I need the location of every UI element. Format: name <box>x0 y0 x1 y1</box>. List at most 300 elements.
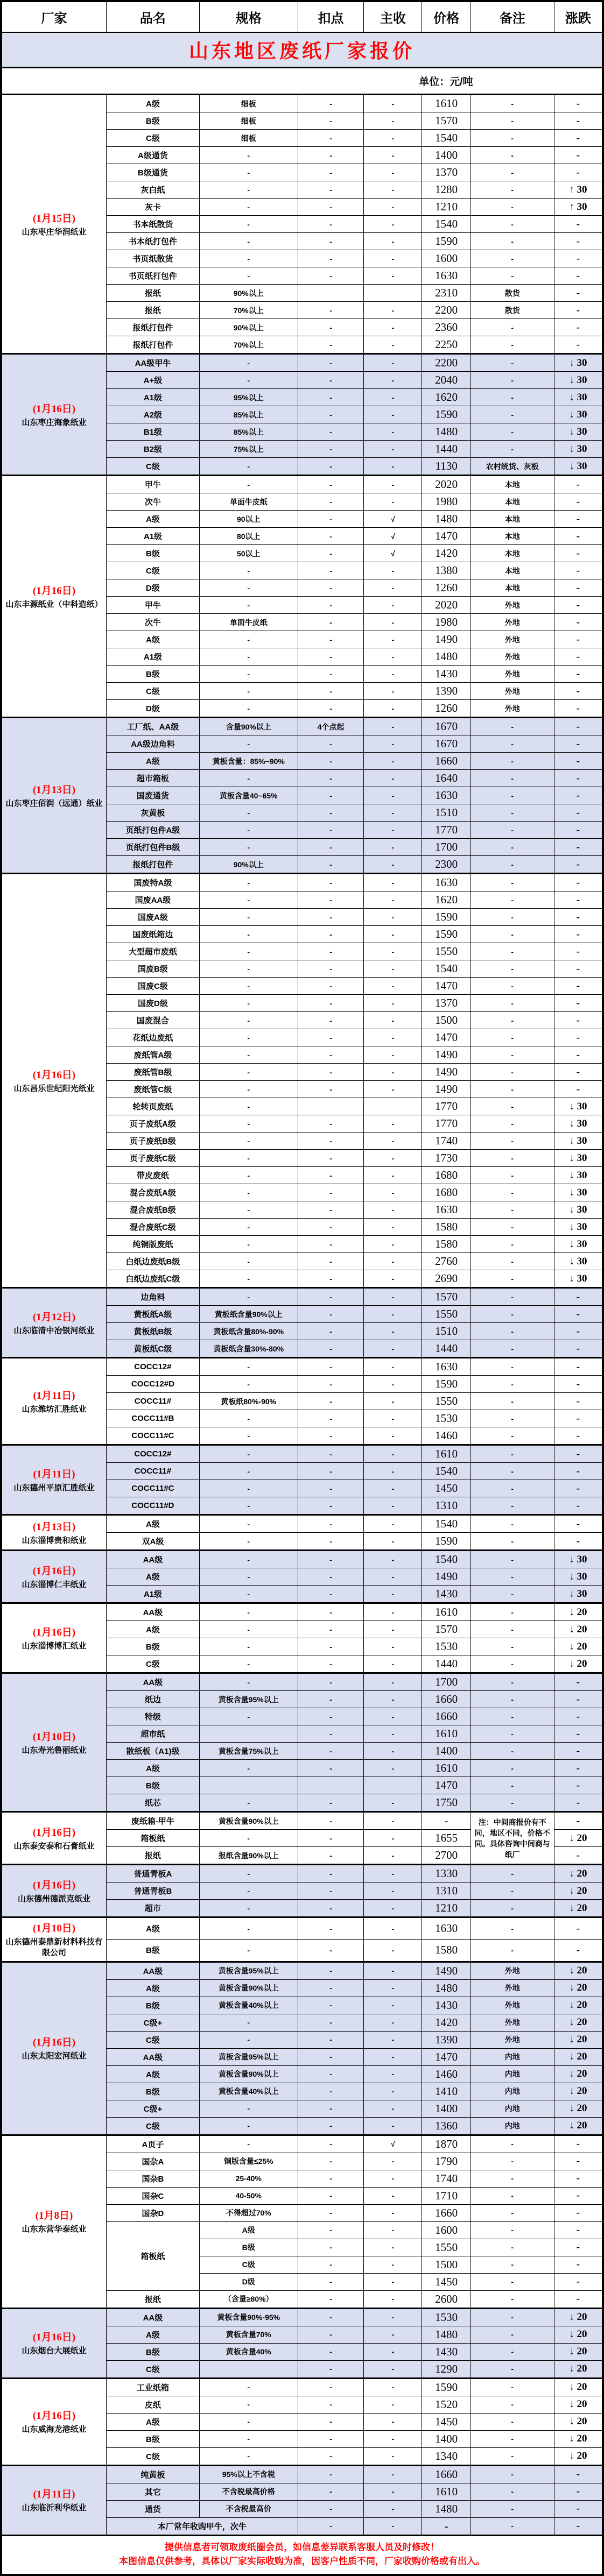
note-cell: - <box>470 164 554 181</box>
price-cell: 1570 <box>422 112 470 130</box>
deduction-cell: - <box>298 2500 364 2517</box>
note-cell: - <box>470 1167 554 1184</box>
spec-cell: 黄板含量95%以上 <box>199 1962 298 1979</box>
spec-cell: - <box>199 216 298 233</box>
change-cell: ↓ 20 <box>554 2378 602 2396</box>
price-cell: 1600 <box>422 2221 470 2239</box>
note-cell: - <box>470 1497 554 1515</box>
deduction-cell: - <box>298 1830 364 1847</box>
price-cell: 1340 <box>422 2447 470 2465</box>
product-cell: AA级 <box>107 1551 200 1568</box>
product-cell: 箱板纸 <box>107 1830 200 1847</box>
spec-cell: - <box>199 2430 298 2447</box>
price-cell: 1870 <box>422 2135 470 2153</box>
price-cell: 1540 <box>422 216 470 233</box>
accept-cell: - <box>364 1962 422 1979</box>
spec-cell: - <box>199 2117 298 2135</box>
deduction-cell: - <box>298 1997 364 2014</box>
deduction-cell: - <box>298 2517 364 2535</box>
price-cell: 1490 <box>422 1046 470 1064</box>
spec-cell: 25-40% <box>199 2170 298 2187</box>
product-cell: 废纸管A级 <box>107 1046 200 1064</box>
product-cell: 黄板纸C级 <box>107 1340 200 1358</box>
price-cell: 1580 <box>422 1236 470 1253</box>
change-cell: ↓ 20 <box>554 1997 602 2014</box>
spec-cell: - <box>199 891 298 909</box>
deduction-cell: - <box>298 2014 364 2031</box>
deduction-cell: - <box>298 2465 364 2483</box>
deduction-cell: - <box>298 1603 364 1621</box>
factory-name: 山东昌乐世纪阳光纸业 <box>13 1084 95 1093</box>
price-cell: 1370 <box>422 164 470 181</box>
deduction-cell: - <box>298 1184 364 1201</box>
change-cell: - <box>554 943 602 960</box>
spec-cell: 80以上 <box>199 528 298 545</box>
spec-cell: - <box>199 267 298 285</box>
product-cell: B级 <box>107 545 200 562</box>
column-header-product: 品名 <box>107 2 200 33</box>
product-cell: 页纸打包件A级 <box>107 822 200 839</box>
note-cell: - <box>470 1794 554 1812</box>
change-cell: - <box>554 839 602 856</box>
change-cell: ↓ 30 <box>554 1150 602 1167</box>
note-cell: - <box>470 1288 554 1306</box>
price-cell: 1570 <box>422 1621 470 1638</box>
price-cell: 1490 <box>422 1568 470 1586</box>
product-cell: B2级 <box>107 441 200 458</box>
price-cell: 1260 <box>422 579 470 597</box>
spec-cell: - <box>199 1900 298 1917</box>
change-cell: - <box>554 1323 602 1340</box>
product-cell: COCC12#D <box>107 1376 200 1393</box>
accept-cell: - <box>364 130 422 147</box>
note-cell: - <box>470 960 554 978</box>
factory-cell <box>2 1515 107 1551</box>
product-cell: 报纸 <box>107 1847 200 1865</box>
spec-cell: D级 <box>199 2273 298 2290</box>
table-row <box>2 1551 602 1568</box>
product-cell: AA级甲牛 <box>107 354 200 372</box>
spec-cell: - <box>199 579 298 597</box>
change-cell: - <box>554 511 602 528</box>
accept-cell: - <box>364 909 422 926</box>
price-cell: 1430 <box>422 2343 470 2360</box>
accept-cell: - <box>364 1219 422 1236</box>
change-cell: - <box>554 302 602 319</box>
accept-cell: - <box>364 1167 422 1184</box>
note-cell: 外地 <box>470 648 554 666</box>
product-cell: A页子 <box>107 2135 200 2153</box>
accept-cell: - <box>364 199 422 216</box>
product-cell: B级 <box>107 2343 200 2360</box>
deduction-cell: - <box>298 2483 364 2500</box>
deduction-cell: - <box>298 2065 364 2083</box>
accept-cell: √ <box>364 2135 422 2153</box>
column-header-change: 涨跌 <box>554 2 602 33</box>
product-cell: COCC12# <box>107 1445 200 1463</box>
note-cell: - <box>470 718 554 735</box>
deduction-cell: - <box>298 389 364 406</box>
product-cell: C级 <box>107 458 200 476</box>
spec-cell: - <box>199 1201 298 1219</box>
change-cell: - <box>554 909 602 926</box>
price-cell: 1680 <box>422 1184 470 1201</box>
change-cell: - <box>554 1463 602 1480</box>
product-cell: 废纸箱-甲牛 <box>107 1812 200 1830</box>
change-cell: - <box>554 614 602 631</box>
change-cell: ↓ 20 <box>554 1830 602 1847</box>
spec-cell: - <box>199 2378 298 2396</box>
price-cell: 1470 <box>422 978 470 995</box>
spec-cell: - <box>199 1568 298 1586</box>
spec-cell: A级 <box>199 2221 298 2239</box>
factory-date: (1月10日) <box>32 1923 76 1934</box>
note-cell: 外地 <box>470 700 554 718</box>
spec-cell: 不得超过70% <box>199 2204 298 2221</box>
product-cell: 白纸边废纸C级 <box>107 1270 200 1288</box>
factory-name: 山东临清中冶银河纸业 <box>13 1326 95 1335</box>
spec-cell: 黄板含量95%以上 <box>199 1691 298 1708</box>
change-cell: ↓ 30 <box>554 1253 602 1270</box>
change-cell: - <box>554 631 602 648</box>
accept-cell: - <box>364 787 422 804</box>
deduction-cell: - <box>298 423 364 441</box>
deduction-cell: - <box>298 1480 364 1497</box>
product-cell: D级 <box>107 579 200 597</box>
factory-cell <box>2 2135 107 2308</box>
price-cell: 1460 <box>422 2065 470 2083</box>
table-row <box>2 1603 602 1621</box>
product-cell: AA级 <box>107 1673 200 1691</box>
deduction-cell: - <box>298 839 364 856</box>
price-cell: 1670 <box>422 735 470 753</box>
price-cell: 1490 <box>422 1081 470 1098</box>
deduction-cell: - <box>298 1253 364 1270</box>
price-cell: 1620 <box>422 389 470 406</box>
accept-cell: - <box>364 95 422 112</box>
product-cell: C级+ <box>107 2100 200 2117</box>
price-cell: 1980 <box>422 614 470 631</box>
table-header <box>2 2 602 33</box>
spec-cell: 85%以上 <box>199 406 298 423</box>
note-cell: - <box>470 839 554 856</box>
spec-cell: - <box>199 1098 298 1115</box>
factory-name: 山东淄博博汇纸业 <box>22 1641 87 1651</box>
price-cell: 1480 <box>422 511 470 528</box>
price-cell: 1580 <box>422 1219 470 1236</box>
spec-cell: - <box>199 1167 298 1184</box>
price-cell: 1740 <box>422 2170 470 2187</box>
accept-cell: - <box>364 822 422 839</box>
deduction-cell: - <box>298 1133 364 1150</box>
price-cell: 1470 <box>422 1029 470 1046</box>
deduction-cell: - <box>298 1515 364 1533</box>
change-cell: ↑ 30 <box>554 199 602 216</box>
product-cell: A2级 <box>107 406 200 423</box>
accept-cell: - <box>364 1393 422 1410</box>
change-cell: ↓ 30 <box>554 423 602 441</box>
product-cell: A1级 <box>107 389 200 406</box>
column-header-note: 备注 <box>470 2 554 33</box>
spec-cell: - <box>199 648 298 666</box>
product-cell: 书页纸打包件 <box>107 267 200 285</box>
spec-cell: - <box>199 1236 298 1253</box>
deduction-cell: - <box>298 1900 364 1917</box>
product-cell: C级 <box>107 1655 200 1673</box>
product-cell: 国废AA级 <box>107 891 200 909</box>
product-cell: AA级 <box>107 2308 200 2326</box>
product-cell: B级 <box>107 666 200 683</box>
change-cell: ↓ 20 <box>554 2396 602 2413</box>
deduction-cell: - <box>298 372 364 389</box>
price-cell: 1470 <box>422 2048 470 2065</box>
change-cell: - <box>554 250 602 267</box>
deduction-cell: - <box>298 2308 364 2326</box>
note-cell: - <box>470 2343 554 2360</box>
change-cell: - <box>554 874 602 891</box>
price-cell: 2020 <box>422 476 470 493</box>
change-cell: - <box>554 164 602 181</box>
price-cell: 1660 <box>422 2204 470 2221</box>
spec-cell: - <box>199 1883 298 1900</box>
spec-cell: - <box>199 1029 298 1046</box>
accept-cell: - <box>364 423 422 441</box>
product-cell: 国杂C <box>107 2187 200 2204</box>
factory-name: 山东淄博仁丰纸业 <box>22 1580 87 1589</box>
deduction-cell: - <box>298 267 364 285</box>
price-cell: 1490 <box>422 1064 470 1081</box>
product-cell: COCC11#C <box>107 1480 200 1497</box>
note-cell: 农村统货、灰板 <box>470 458 554 476</box>
deduction-cell: - <box>298 648 364 666</box>
column-header-factory: 厂家 <box>2 2 107 33</box>
spec-cell: 细板 <box>199 95 298 112</box>
price-cell: 1480 <box>422 2500 470 2517</box>
accept-cell: - <box>364 2204 422 2221</box>
product-cell: B级 <box>107 2083 200 2100</box>
spec-cell: - <box>199 1445 298 1463</box>
spec-cell <box>199 1725 298 1743</box>
factory-name: 山东泰安泰和石膏纸业 <box>13 1841 95 1851</box>
price-cell: 1540 <box>422 1551 470 1568</box>
deduction-cell: - <box>298 1551 364 1568</box>
factory-date: (1月13日) <box>32 1521 76 1533</box>
product-cell: A级 <box>107 511 200 528</box>
change-cell: - <box>554 1940 602 1962</box>
accept-cell: - <box>364 2014 422 2031</box>
price-cell: 1590 <box>422 406 470 423</box>
accept-cell: - <box>364 1133 422 1150</box>
deduction-cell: - <box>298 1115 364 1133</box>
change-cell: ↓ 20 <box>554 1638 602 1655</box>
factory-name: 山东东营华泰纸业 <box>22 2225 87 2234</box>
factory-name: 山东临沂利华纸业 <box>22 2503 87 2513</box>
spec-cell: - <box>199 804 298 822</box>
note-cell: - <box>470 1760 554 1777</box>
price-cell: 1550 <box>422 2239 470 2256</box>
deduction-cell: - <box>298 130 364 147</box>
accept-cell: - <box>364 2483 422 2500</box>
product-cell: B级 <box>107 1777 200 1794</box>
note-cell: - <box>470 1081 554 1098</box>
product-cell: AA级 <box>107 2048 200 2065</box>
deduction-cell: - <box>298 2378 364 2396</box>
factory-cell <box>2 2308 107 2378</box>
accept-cell: - <box>364 960 422 978</box>
product-cell: 页子废纸A级 <box>107 1115 200 1133</box>
deduction-cell: - <box>298 181 364 199</box>
note-cell: - <box>470 1427 554 1445</box>
price-cell: 1290 <box>422 2360 470 2378</box>
note-cell: - <box>470 1201 554 1219</box>
accept-cell: - <box>364 943 422 960</box>
note-cell: - <box>470 1551 554 1568</box>
spec-cell: - <box>199 1917 298 1940</box>
product-cell: 废纸管C级 <box>107 1081 200 1098</box>
factory-date: (1月15日) <box>32 213 76 224</box>
product-cell: B级通货 <box>107 164 200 181</box>
spec-cell: - <box>199 2100 298 2117</box>
note-cell: 内地 <box>470 2048 554 2065</box>
deduction-cell: - <box>298 1340 364 1358</box>
deduction-cell: - <box>298 1410 364 1427</box>
product-cell: C级 <box>107 2447 200 2465</box>
spec-cell: - <box>199 943 298 960</box>
change-cell: - <box>554 2500 602 2517</box>
note-cell: - <box>470 856 554 874</box>
change-cell: - <box>554 1847 602 1865</box>
price-cell: 1630 <box>422 267 470 285</box>
price-cell: 1420 <box>422 2014 470 2031</box>
accept-cell: - <box>364 164 422 181</box>
deduction-cell: - <box>298 1708 364 1725</box>
note-cell: - <box>470 787 554 804</box>
spec-cell: - <box>199 1064 298 1081</box>
price-cell: 1610 <box>422 2483 470 2500</box>
deduction-cell: - <box>298 995 364 1012</box>
deduction-cell: - <box>298 164 364 181</box>
change-cell: ↓ 30 <box>554 1586 602 1603</box>
change-cell: - <box>554 579 602 597</box>
change-cell: - <box>554 493 602 511</box>
change-cell: - <box>554 285 602 302</box>
spec-cell: - <box>199 1270 298 1288</box>
price-cell: 1330 <box>422 1865 470 1883</box>
price-cell: 1680 <box>422 1167 470 1184</box>
change-cell: ↓ 30 <box>554 458 602 476</box>
change-cell: - <box>554 1393 602 1410</box>
deduction-cell: - <box>298 1029 364 1046</box>
spec-cell: - <box>199 1830 298 1847</box>
note-cell: - <box>470 1586 554 1603</box>
product-cell: COCC11#C <box>107 1427 200 1445</box>
note-cell: - <box>470 1515 554 1533</box>
price-cell: 1590 <box>422 926 470 943</box>
product-cell: A1级 <box>107 528 200 545</box>
note-cell: - <box>470 216 554 233</box>
spec-cell: - <box>199 476 298 493</box>
product-cell: C级 <box>107 562 200 579</box>
note-cell: - <box>470 1533 554 1551</box>
deduction-cell: - <box>298 978 364 995</box>
product-cell: 次牛 <box>107 493 200 511</box>
accept-cell: - <box>364 1253 422 1270</box>
accept-cell: - <box>364 1236 422 1253</box>
price-cell: 1510 <box>422 804 470 822</box>
spec-cell: - <box>199 631 298 648</box>
product-cell: 花纸边废纸 <box>107 1029 200 1046</box>
deduction-cell: - <box>298 804 364 822</box>
price-cell: 1530 <box>422 2308 470 2326</box>
price-cell: 1790 <box>422 2153 470 2170</box>
note-cell: - <box>470 2187 554 2204</box>
change-cell: - <box>554 112 602 130</box>
deduction-cell: - <box>298 112 364 130</box>
price-cell: 1630 <box>422 1358 470 1376</box>
note-cell: - <box>470 978 554 995</box>
accept-cell: - <box>364 2378 422 2396</box>
factory-date: (1月12日) <box>32 1311 76 1323</box>
product-cell: 国废B级 <box>107 960 200 978</box>
note-cell: 本地 <box>470 476 554 493</box>
spec-cell: - <box>199 1515 298 1533</box>
price-cell: 1590 <box>422 233 470 250</box>
change-cell: - <box>554 1515 602 1533</box>
change-cell: ↓ 20 <box>554 1900 602 1917</box>
change-cell: - <box>554 1306 602 1323</box>
price-cell: 1770 <box>422 822 470 839</box>
deduction-cell: - <box>298 2239 364 2256</box>
note-cell: - <box>470 891 554 909</box>
change-cell: ↓ 30 <box>554 1551 602 1568</box>
price-cell: 1420 <box>422 545 470 562</box>
accept-cell: - <box>364 1812 422 1830</box>
accept-cell: - <box>364 2031 422 2048</box>
spec-cell: 黄板纸含量90%以上 <box>199 1306 298 1323</box>
note-cell: - <box>470 1253 554 1270</box>
price-cell: 1500 <box>422 1012 470 1029</box>
deduction-cell: - <box>298 458 364 476</box>
deduction-cell: - <box>298 1883 364 1900</box>
spec-cell: - <box>199 1081 298 1098</box>
price-cell: 1460 <box>422 1427 470 1445</box>
footer-line-1: 提供信息者可领取废纸圈会员，如信息差异联系客服人员及时修改！ <box>165 2542 439 2552</box>
price-cell: 1540 <box>422 1463 470 1480</box>
spec-cell: - <box>199 1184 298 1201</box>
product-cell: A级 <box>107 1515 200 1533</box>
change-cell: - <box>554 995 602 1012</box>
change-cell: ↓ 30 <box>554 1201 602 1219</box>
accept-cell: - <box>364 683 422 700</box>
product-cell: COCC11#D <box>107 1497 200 1515</box>
deduction-cell: - <box>298 2447 364 2465</box>
table-row <box>2 354 602 372</box>
change-cell: ↓ 30 <box>554 1167 602 1184</box>
note-cell: - <box>470 1150 554 1167</box>
deduction-cell: - <box>298 1568 364 1586</box>
factory-name: 山东太阳宏河纸业 <box>22 2051 87 2061</box>
note-cell: - <box>470 2413 554 2430</box>
change-cell: - <box>554 753 602 770</box>
product-cell: C级 <box>107 2117 200 2135</box>
product-cell: A+级 <box>107 372 200 389</box>
spec-cell: - <box>199 770 298 787</box>
accept-cell: - <box>364 631 422 648</box>
note-cell: - <box>470 2360 554 2378</box>
price-cell: 1660 <box>422 1708 470 1725</box>
product-cell: 箱板纸 <box>107 2221 200 2290</box>
note-cell: - <box>470 2153 554 2170</box>
